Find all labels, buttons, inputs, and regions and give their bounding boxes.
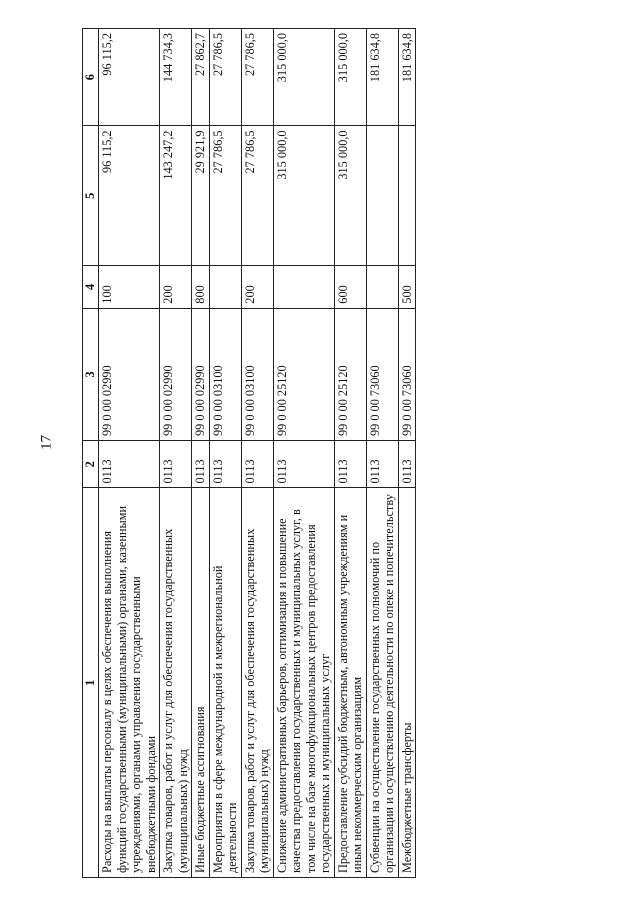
row-target-article: 99 0 00 73060	[398, 308, 416, 440]
row-name: Предоставление субсидий бюджетным, автономным учреждениям и иным некоммерческим организациям	[334, 488, 366, 878]
row-amount-5: 315 000,0	[273, 126, 334, 266]
row-amount-6: 181 634,8	[398, 29, 416, 126]
row-section-code: 0113	[192, 441, 210, 488]
page-number: 17	[38, 435, 55, 450]
row-amount-6: 181 634,8	[366, 29, 398, 126]
table-row	[366, 29, 398, 878]
row-expense-type: 800	[192, 266, 210, 308]
row-amount-6: 27 862,7	[192, 29, 210, 126]
row-name: Субвенции на осуществление государственных полномочий по организации и осуществлению деятельности по опеке и попечительству	[366, 488, 398, 878]
row-expense-type: 100	[99, 266, 160, 308]
row-name: Мероприятия в сфере международной и межрегиональной деятельности	[209, 488, 241, 878]
row-target-article: 99 0 00 25120	[334, 308, 366, 440]
row-expense-type: 500	[398, 266, 416, 308]
table-header-row	[83, 29, 99, 878]
table-row	[334, 29, 366, 878]
row-amount-5	[398, 126, 416, 266]
row-section-code: 0113	[398, 441, 416, 488]
row-amount-6: 144 734,3	[160, 29, 192, 126]
row-amount-5: 27 786,5	[241, 126, 273, 266]
table-row	[99, 29, 160, 878]
table-row	[192, 29, 210, 878]
row-amount-6: 96 115,2	[99, 29, 160, 126]
row-amount-6: 27 786,5	[241, 29, 273, 126]
row-target-article: 99 0 00 02990	[160, 308, 192, 440]
row-expense-type	[273, 266, 334, 308]
row-section-code: 0113	[241, 441, 273, 488]
row-amount-5: 143 247,2	[160, 126, 192, 266]
budget-table-container	[82, 28, 534, 878]
header-col-5: 5	[83, 126, 99, 266]
row-amount-6: 315 000,0	[334, 29, 366, 126]
row-amount-5: 29 921,9	[192, 126, 210, 266]
row-expense-type: 600	[334, 266, 366, 308]
table-row	[241, 29, 273, 878]
row-target-article: 99 0 00 25120	[273, 308, 334, 440]
row-target-article: 99 0 00 03100	[209, 308, 241, 440]
row-section-code: 0113	[334, 441, 366, 488]
row-name: Расходы на выплаты персоналу в целях обеспечения выполнения функций государственными (муниципальными) органами, казенными учреждениями, органами управления государственными внебюджетными фондами	[99, 488, 160, 878]
row-name: Снижение административных барьеров, оптимизация и повышение качества предоставления государственных и муниципальных услуг, в том числе на базе многофункциональных центров предоставления государственных и муниципальных услуг	[273, 488, 334, 878]
header-col-4: 4	[83, 266, 99, 308]
row-target-article: 99 0 00 02990	[99, 308, 160, 440]
row-amount-6: 315 000,0	[273, 29, 334, 126]
row-section-code: 0113	[99, 441, 160, 488]
row-name: Закупка товаров, работ и услуг для обеспечения государственных (муниципальных) нужд	[241, 488, 273, 878]
header-col-3: 3	[83, 308, 99, 440]
table-row	[273, 29, 334, 878]
row-target-article: 99 0 00 73060	[366, 308, 398, 440]
row-target-article: 99 0 00 02990	[192, 308, 210, 440]
row-amount-5: 315 000,0	[334, 126, 366, 266]
row-amount-5	[366, 126, 398, 266]
row-section-code: 0113	[366, 441, 398, 488]
table-row	[398, 29, 416, 878]
budget-table	[82, 28, 416, 878]
row-name: Иные бюджетные ассигнования	[192, 488, 210, 878]
table-row	[160, 29, 192, 878]
row-name: Межбюджетные трансферты	[398, 488, 416, 878]
header-col-1: 1	[83, 488, 99, 878]
row-section-code: 0113	[273, 441, 334, 488]
row-section-code: 0113	[209, 441, 241, 488]
row-expense-type	[366, 266, 398, 308]
row-expense-type: 200	[241, 266, 273, 308]
row-name: Закупка товаров, работ и услуг для обеспечения государственных (муниципальных) нужд	[160, 488, 192, 878]
row-expense-type: 200	[160, 266, 192, 308]
row-amount-5: 96 115,2	[99, 126, 160, 266]
row-amount-5: 27 786,5	[209, 126, 241, 266]
row-target-article: 99 0 00 03100	[241, 308, 273, 440]
header-col-6: 6	[83, 29, 99, 126]
row-section-code: 0113	[160, 441, 192, 488]
header-col-2: 2	[83, 441, 99, 488]
row-amount-6: 27 786,5	[209, 29, 241, 126]
table-row	[209, 29, 241, 878]
row-expense-type	[209, 266, 241, 308]
